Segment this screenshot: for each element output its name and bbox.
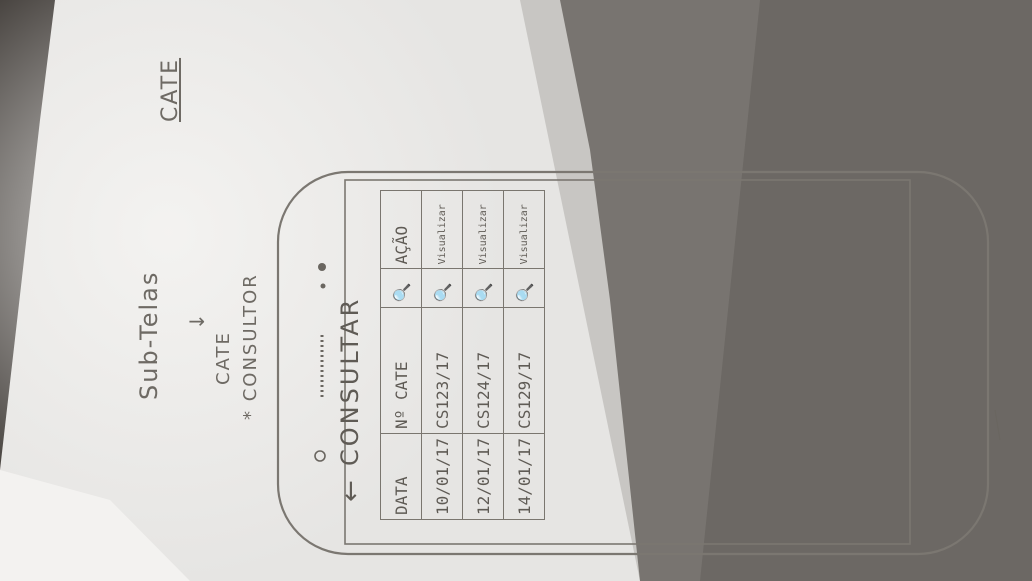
view-action-link[interactable]: Visualizar xyxy=(463,191,504,269)
side-label-cate: CATE xyxy=(158,57,183,122)
back-arrow-icon[interactable]: ← xyxy=(336,480,366,502)
notes-arrow: ↓ xyxy=(185,311,209,330)
column-header: AÇÃO xyxy=(381,191,422,269)
notes-heading: Sub-Telas xyxy=(135,270,163,400)
column-header: DATA xyxy=(381,433,422,519)
table-row xyxy=(422,191,463,520)
notes-item-cate: CATE xyxy=(213,331,234,385)
view-action-link[interactable]: Visualizar xyxy=(422,191,463,269)
cate-number-cell: CS129/17 xyxy=(504,307,545,433)
table-row xyxy=(463,191,504,520)
page-title: CONSULTAR xyxy=(336,296,364,466)
table-header-row xyxy=(381,191,422,520)
column-header: 🔍 xyxy=(381,269,422,307)
view-action-link[interactable]: Visualizar xyxy=(504,191,545,269)
cate-number-cell: CS124/17 xyxy=(463,307,504,433)
search-icon[interactable]: 🔍 xyxy=(463,269,504,307)
app-header xyxy=(318,190,381,520)
search-icon[interactable]: 🔍 xyxy=(504,269,545,307)
sketched-screen xyxy=(318,190,908,520)
notes-item-consultor: * CONSULTOR xyxy=(240,273,261,420)
date-cell: 10/01/17 xyxy=(422,433,463,519)
cate-number-cell: CS123/17 xyxy=(422,307,463,433)
column-header: Nº CATE xyxy=(381,307,422,433)
date-cell: 14/01/17 xyxy=(504,433,545,519)
search-icon[interactable]: 🔍 xyxy=(422,269,463,307)
table-row xyxy=(504,191,545,520)
date-cell: 12/01/17 xyxy=(463,433,504,519)
results-table xyxy=(380,190,545,520)
